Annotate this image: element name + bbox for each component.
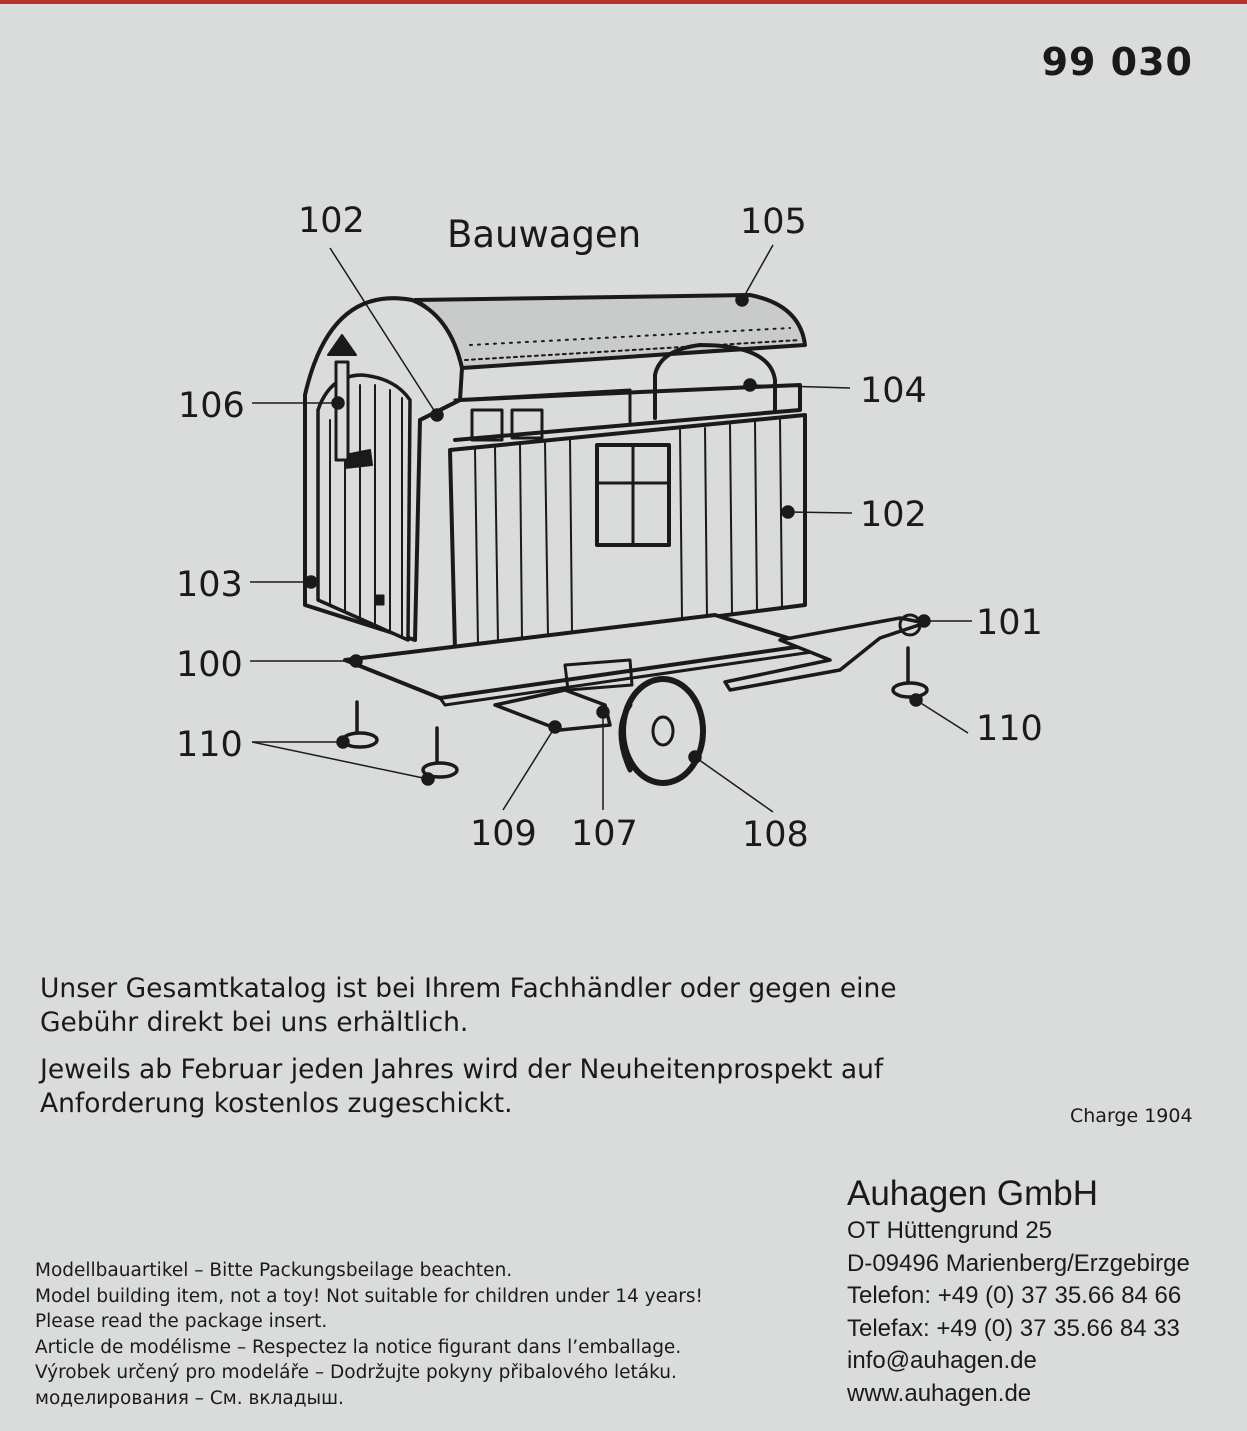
label-107: 107	[571, 814, 638, 854]
label-103: 103	[176, 565, 243, 605]
email-address: info@auhagen.de	[847, 1347, 1037, 1374]
catalog-paragraph: Unser Gesamtkatalog ist bei Ihrem Fachhändler oder gegen eine Gebühr direkt bei uns erhältlich.	[40, 973, 897, 1038]
safety-warnings	[35, 1258, 703, 1412]
address-street: OT Hüttengrund 25	[847, 1217, 1053, 1244]
warning-line: Modellbauartikel – Bitte Packungsbeilage beachten.	[35, 1260, 513, 1281]
diagram-title: Bauwagen	[447, 213, 642, 256]
label-110-right: 110	[976, 709, 1043, 749]
wheel-part	[623, 679, 703, 783]
phone-number: Telefon: +49 (0) 37 35.66 84 66	[847, 1282, 1182, 1309]
fax-number: Telefax: +49 (0) 37 35.66 84 33	[847, 1314, 1180, 1342]
label-102-top: 102	[298, 201, 365, 241]
door-part	[318, 375, 410, 640]
wagon-illustration	[305, 295, 927, 783]
label-102-side: 102	[860, 495, 927, 535]
warning-line: Model building item, not a toy! Not suitable for children under 14 years!	[35, 1285, 703, 1307]
warning-line: моделирования – См. вкладыш.	[35, 1387, 344, 1409]
chimney-part	[336, 362, 348, 460]
label-108: 108	[742, 815, 809, 855]
website-address: www.auhagen.de	[847, 1379, 1032, 1407]
address-city: D-09496 Marienberg/Erzgebirge	[847, 1249, 1190, 1277]
charge-number: Charge 1904	[1070, 1105, 1193, 1127]
label-104: 104	[860, 371, 927, 411]
label-105: 105	[740, 202, 807, 242]
label-100: 100	[176, 645, 243, 685]
label-109: 109	[470, 814, 537, 854]
warning-line: Výrobek určený pro modeláře – Dodržujte pokyny přibalového letáku.	[35, 1362, 677, 1384]
roof-part	[415, 295, 805, 368]
warning-line: Please read the package insert.	[35, 1311, 328, 1333]
label-110-left: 110	[176, 725, 243, 765]
article-number: 99 030	[1041, 40, 1193, 84]
prospectus-paragraph: Jeweils ab Februar jeden Jahres wird der Neuheitenprospekt auf Anforderung kostenlos zugeschickt.	[40, 1054, 884, 1119]
catalog-info	[40, 972, 940, 1134]
company-address	[847, 1173, 1190, 1410]
warning-line: Article de modélisme – Respectez la notice figurant dans l’emballage.	[35, 1336, 682, 1358]
label-101: 101	[976, 603, 1043, 643]
label-106: 106	[178, 386, 245, 426]
company-name: Auhagen GmbH	[847, 1174, 1098, 1213]
